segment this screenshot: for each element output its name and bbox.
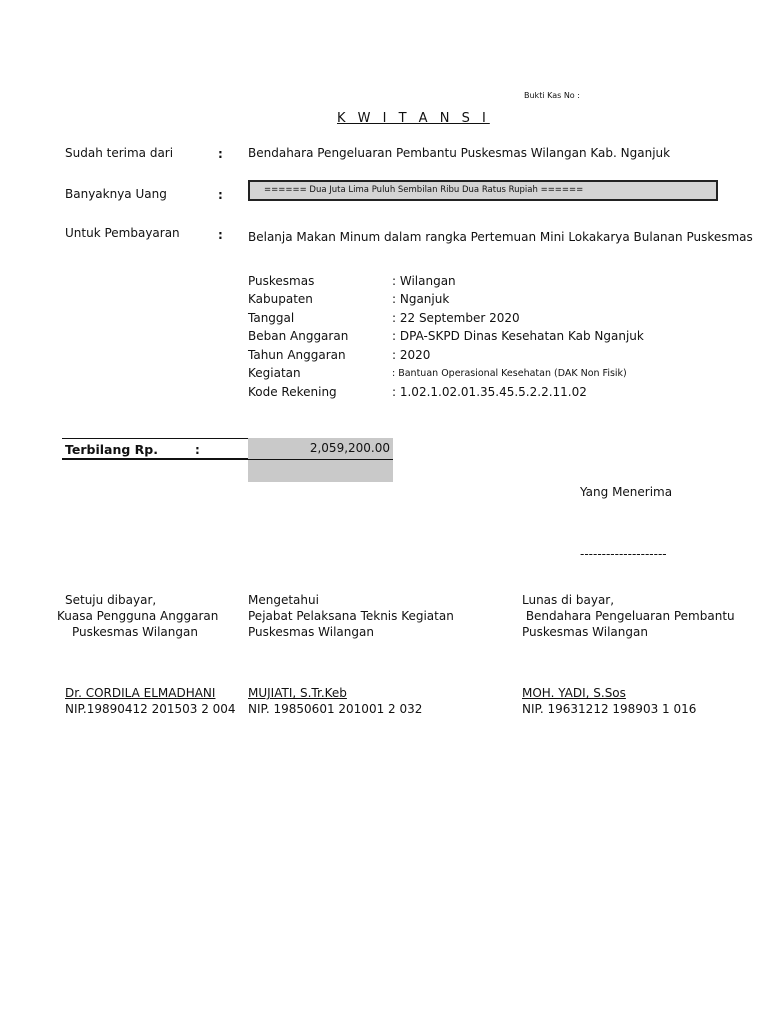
detail-label-puskesmas: Puskesmas bbox=[248, 274, 315, 288]
sig-left-name: Dr. CORDILA ELMADHANI bbox=[65, 686, 216, 700]
sig-right-nip: NIP. 19631212 198903 1 016 bbox=[522, 702, 697, 716]
detail-value-tanggal: : 22 September 2020 bbox=[392, 311, 520, 325]
sig-left-line3: Puskesmas Wilangan bbox=[72, 625, 198, 639]
sig-right-name: MOH. YADI, S.Sos bbox=[522, 686, 626, 700]
terbilang-label: Terbilang Rp. bbox=[65, 442, 158, 457]
sudah-terima-label: Sudah terima dari bbox=[65, 146, 174, 160]
sig-right-line3: Puskesmas Wilangan bbox=[522, 625, 648, 639]
yang-menerima-label: Yang Menerima bbox=[580, 485, 673, 499]
untuk-pembayaran-colon: : bbox=[218, 228, 223, 242]
untuk-pembayaran-label: Untuk Pembayaran bbox=[65, 226, 180, 240]
untuk-pembayaran-value: Belanja Makan Minum dalam rangka Pertemuan Mini Lokakarya Bulanan Puskesmas bbox=[248, 230, 753, 244]
terbilang-amount: 2,059,200.00 bbox=[248, 438, 393, 459]
detail-label-kode-rekening: Kode Rekening bbox=[248, 385, 337, 399]
sig-middle-line1: Mengetahui bbox=[248, 593, 319, 607]
sig-left-line2: Kuasa Pengguna Anggaran bbox=[57, 609, 219, 623]
detail-value-beban-anggaran: : DPA-SKPD Dinas Kesehatan Kab Nganjuk bbox=[392, 329, 644, 343]
sig-middle-name: MUJIATI, S.Tr.Keb bbox=[248, 686, 347, 700]
detail-value-kegiatan: : Bantuan Operasional Kesehatan (DAK Non Fisik) bbox=[392, 368, 627, 379]
sig-right-line2: Bendahara Pengeluaran Pembantu bbox=[522, 609, 735, 623]
detail-label-tahun-anggaran: Tahun Anggaran bbox=[248, 348, 346, 362]
detail-value-kode-rekening: : 1.02.1.02.01.35.45.5.2.2.11.02 bbox=[392, 385, 587, 399]
terbilang-shaded-cell bbox=[248, 460, 393, 482]
sig-middle-line3: Puskesmas Wilangan bbox=[248, 625, 374, 639]
sig-right-line1: Lunas di bayar, bbox=[522, 593, 615, 607]
document-title: K W I T A N S I bbox=[337, 111, 490, 126]
detail-label-beban-anggaran: Beban Anggaran bbox=[248, 329, 349, 343]
detail-label-kabupaten: Kabupaten bbox=[248, 292, 313, 306]
sudah-terima-colon: : bbox=[218, 147, 223, 161]
sig-left-line1: Setuju dibayar, bbox=[65, 593, 157, 607]
detail-value-kabupaten: : Nganjuk bbox=[392, 292, 450, 306]
sig-left-nip: NIP.19890412 201503 2 004 bbox=[65, 702, 236, 716]
terbilang-colon: : bbox=[195, 443, 200, 457]
bukti-kas-label: Bukti Kas No : bbox=[524, 91, 580, 100]
sig-middle-line2: Pejabat Pelaksana Teknis Kegiatan bbox=[248, 609, 454, 623]
detail-label-tanggal: Tanggal bbox=[248, 311, 295, 325]
sudah-terima-value: Bendahara Pengeluaran Pembantu Puskesmas Wilangan Kab. Nganjuk bbox=[248, 146, 671, 160]
banyaknya-uang-label: Banyaknya Uang bbox=[65, 187, 167, 201]
sig-middle-nip: NIP. 19850601 201001 2 032 bbox=[248, 702, 423, 716]
terbilang-row bbox=[62, 438, 393, 460]
banyaknya-uang-colon: : bbox=[218, 188, 223, 202]
yang-menerima-signature-line: -------------------- bbox=[580, 547, 667, 561]
detail-label-kegiatan: Kegiatan bbox=[248, 366, 301, 380]
amount-in-words-box: ====== Dua Juta Lima Puluh Sembilan Ribu Dua Ratus Rupiah ====== bbox=[248, 180, 718, 201]
detail-value-tahun-anggaran: : 2020 bbox=[392, 348, 431, 362]
detail-value-puskesmas: : Wilangan bbox=[392, 274, 456, 288]
